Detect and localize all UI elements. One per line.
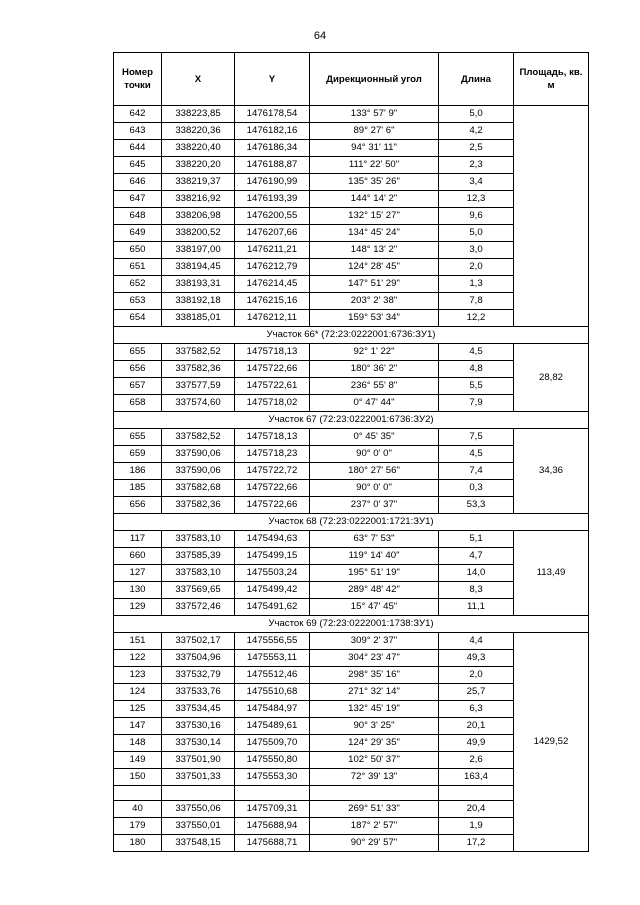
table-row [114,633,589,650]
point-number-cell: 650 [114,242,162,259]
point-number-cell: 656 [114,361,162,378]
length-cell: 5,5 [439,378,514,395]
x-cell: 337572,46 [162,599,235,616]
point-number-cell: 186 [114,463,162,480]
length-cell: 7,4 [439,463,514,480]
bearing-cell: 102° 50' 37" [310,752,439,769]
length-cell: 4,7 [439,548,514,565]
point-number-cell: 655 [114,344,162,361]
bearing-cell: 148° 13' 2" [310,242,439,259]
x-cell: 337532,79 [162,667,235,684]
y-cell: 1475499,42 [235,582,310,599]
x-cell: 338197,00 [162,242,235,259]
area-cell: 34,36 [514,429,589,514]
y-cell: 1476212,79 [235,259,310,276]
point-number-cell: 125 [114,701,162,718]
section-row [114,327,589,344]
y-cell: 1476211,21 [235,242,310,259]
point-number-cell: 130 [114,582,162,599]
bearing-cell: 180° 36' 2" [310,361,439,378]
y-cell: 1476193,39 [235,191,310,208]
point-number-cell: 657 [114,378,162,395]
x-cell: 337590,06 [162,463,235,480]
section-title: Участок 69 (72:23:0222001:1738:ЗУ1) [114,616,589,633]
x-cell: 337501,33 [162,769,235,786]
bearing-cell: 203° 2' 38" [310,293,439,310]
length-cell: 1,9 [439,818,514,835]
length-cell: 0,3 [439,480,514,497]
bearing-cell [310,786,439,801]
x-cell: 337533,76 [162,684,235,701]
y-cell: 1475510,68 [235,684,310,701]
point-number-cell [114,786,162,801]
table-row [114,344,589,361]
x-cell: 337530,16 [162,718,235,735]
x-cell: 337582,36 [162,497,235,514]
x-cell: 337548,15 [162,835,235,852]
point-number-cell: 643 [114,123,162,140]
bearing-cell: 304° 23' 47" [310,650,439,667]
bearing-cell: 63° 7' 53" [310,531,439,548]
area-cell: 1429,52 [514,633,589,852]
point-number-cell: 180 [114,835,162,852]
x-cell: 338185,01 [162,310,235,327]
y-cell: 1475499,15 [235,548,310,565]
section-title: Участок 66* (72:23:0222001:6736:ЗУ1) [114,327,589,344]
y-cell: 1475709,31 [235,801,310,818]
length-cell: 6,3 [439,701,514,718]
point-number-cell: 644 [114,140,162,157]
bearing-cell: 271° 32' 14" [310,684,439,701]
length-cell: 14,0 [439,565,514,582]
x-cell: 338219,37 [162,174,235,191]
bearing-cell: 132° 15' 27" [310,208,439,225]
bearing-cell: 92° 1' 22" [310,344,439,361]
bearing-cell: 89° 27' 6" [310,123,439,140]
x-cell: 337550,06 [162,801,235,818]
point-number-cell: 122 [114,650,162,667]
table-body [114,106,589,852]
point-number-cell: 127 [114,565,162,582]
bearing-cell: 72° 39' 13" [310,769,439,786]
point-number-cell: 123 [114,667,162,684]
header-y: Y [235,53,310,106]
point-number-cell: 652 [114,276,162,293]
point-number-cell: 148 [114,735,162,752]
point-number-cell: 117 [114,531,162,548]
length-cell: 163,4 [439,769,514,786]
y-cell: 1476212,11 [235,310,310,327]
bearing-cell: 94° 31' 11" [310,140,439,157]
length-cell [439,786,514,801]
length-cell: 20,1 [439,718,514,735]
y-cell: 1476200,55 [235,208,310,225]
length-cell: 4,2 [439,123,514,140]
length-cell: 17,2 [439,835,514,852]
y-cell: 1475553,11 [235,650,310,667]
y-cell: 1475718,23 [235,446,310,463]
bearing-cell: 187° 2' 57" [310,818,439,835]
x-cell: 338193,31 [162,276,235,293]
bearing-cell: 90° 0' 0" [310,446,439,463]
x-cell: 337585,39 [162,548,235,565]
y-cell: 1475503,24 [235,565,310,582]
y-cell: 1475718,13 [235,429,310,446]
bearing-cell: 269° 51' 33" [310,801,439,818]
y-cell: 1475718,02 [235,395,310,412]
bearing-cell: 289° 48' 42" [310,582,439,599]
length-cell: 5,0 [439,225,514,242]
length-cell: 5,1 [439,531,514,548]
area-cell: 28,82 [514,344,589,412]
y-cell: 1475688,94 [235,818,310,835]
x-cell: 338194,45 [162,259,235,276]
y-cell: 1475491,62 [235,599,310,616]
coordinates-table [113,52,589,852]
length-cell: 12,2 [439,310,514,327]
x-cell: 337504,96 [162,650,235,667]
bearing-cell: 237° 0' 37" [310,497,439,514]
y-cell: 1475556,55 [235,633,310,650]
header-x: X [162,53,235,106]
table-row [114,531,589,548]
y-cell: 1476188,87 [235,157,310,174]
bearing-cell: 180° 27' 56" [310,463,439,480]
y-cell: 1475722,66 [235,361,310,378]
length-cell: 4,5 [439,344,514,361]
x-cell: 337583,10 [162,565,235,582]
x-cell: 337550,01 [162,818,235,835]
y-cell: 1475718,13 [235,344,310,361]
x-cell: 338192,18 [162,293,235,310]
length-cell: 4,4 [439,633,514,650]
x-cell: 338206,98 [162,208,235,225]
length-cell: 25,7 [439,684,514,701]
length-cell: 5,0 [439,106,514,123]
y-cell: 1476186,34 [235,140,310,157]
point-number-cell: 645 [114,157,162,174]
x-cell: 337574,60 [162,395,235,412]
x-cell: 337582,52 [162,344,235,361]
length-cell: 1,3 [439,276,514,293]
y-cell: 1476215,16 [235,293,310,310]
header-point-number: Номер точки [114,53,162,106]
y-cell: 1475512,46 [235,667,310,684]
point-number-cell: 658 [114,395,162,412]
bearing-cell: 135° 35' 26" [310,174,439,191]
x-cell: 338220,40 [162,140,235,157]
y-cell: 1475489,61 [235,718,310,735]
point-number-cell: 647 [114,191,162,208]
x-cell: 337577,59 [162,378,235,395]
y-cell: 1475553,30 [235,769,310,786]
x-cell: 338200,52 [162,225,235,242]
point-number-cell: 656 [114,497,162,514]
length-cell: 2,6 [439,752,514,769]
length-cell: 49,3 [439,650,514,667]
bearing-cell: 147° 51' 29" [310,276,439,293]
header-area: Площадь, кв. м [514,53,589,106]
point-number-cell: 151 [114,633,162,650]
x-cell: 337582,36 [162,361,235,378]
x-cell: 338223,85 [162,106,235,123]
y-cell: 1475722,66 [235,497,310,514]
bearing-cell: 119° 14' 40" [310,548,439,565]
bearing-cell: 309° 2' 37" [310,633,439,650]
length-cell: 7,9 [439,395,514,412]
length-cell: 3,4 [439,174,514,191]
length-cell: 3,0 [439,242,514,259]
x-cell: 337530,14 [162,735,235,752]
bearing-cell: 124° 28' 45" [310,259,439,276]
bearing-cell: 195° 51' 19" [310,565,439,582]
point-number-cell: 147 [114,718,162,735]
x-cell: 337534,45 [162,701,235,718]
point-number-cell: 660 [114,548,162,565]
point-number-cell: 653 [114,293,162,310]
section-title: Участок 68 (72:23:0222001:1721:ЗУ1) [114,514,589,531]
length-cell: 9,6 [439,208,514,225]
bearing-cell: 298° 35' 16" [310,667,439,684]
x-cell: 338220,36 [162,123,235,140]
point-number-cell: 129 [114,599,162,616]
y-cell: 1476178,54 [235,106,310,123]
section-row [114,616,589,633]
y-cell [235,786,310,801]
bearing-cell: 144° 14' 2" [310,191,439,208]
y-cell: 1475509,70 [235,735,310,752]
point-number-cell: 654 [114,310,162,327]
section-row [114,514,589,531]
y-cell: 1475688,71 [235,835,310,852]
length-cell: 12,3 [439,191,514,208]
length-cell: 20,4 [439,801,514,818]
y-cell: 1475722,61 [235,378,310,395]
bearing-cell: 15° 47' 45" [310,599,439,616]
point-number-cell: 648 [114,208,162,225]
header-row [114,53,589,106]
length-cell: 4,8 [439,361,514,378]
table-row [114,106,589,123]
x-cell: 337502,17 [162,633,235,650]
section-title: Участок 67 (72:23:0222001:6736:ЗУ2) [114,412,589,429]
x-cell: 337569,65 [162,582,235,599]
bearing-cell: 134° 45' 24" [310,225,439,242]
bearing-cell: 236° 55' 8" [310,378,439,395]
point-number-cell: 649 [114,225,162,242]
x-cell [162,786,235,801]
point-number-cell: 149 [114,752,162,769]
length-cell: 2,5 [439,140,514,157]
point-number-cell: 124 [114,684,162,701]
point-number-cell: 185 [114,480,162,497]
area-cell: 113,49 [514,531,589,616]
x-cell: 337582,52 [162,429,235,446]
header-bearing: Дирекционный угол [310,53,439,106]
bearing-cell: 133° 57' 9" [310,106,439,123]
length-cell: 8,3 [439,582,514,599]
x-cell: 337501,90 [162,752,235,769]
y-cell: 1476207,66 [235,225,310,242]
y-cell: 1475484,97 [235,701,310,718]
section-row [114,412,589,429]
x-cell: 338220,20 [162,157,235,174]
area-cell [514,106,589,327]
point-number-cell: 40 [114,801,162,818]
bearing-cell: 124° 29' 35" [310,735,439,752]
length-cell: 7,5 [439,429,514,446]
point-number-cell: 642 [114,106,162,123]
y-cell: 1475722,72 [235,463,310,480]
y-cell: 1476182,16 [235,123,310,140]
length-cell: 49,9 [439,735,514,752]
length-cell: 4,5 [439,446,514,463]
x-cell: 337583,10 [162,531,235,548]
point-number-cell: 659 [114,446,162,463]
x-cell: 338216,92 [162,191,235,208]
header-length: Длина [439,53,514,106]
length-cell: 11,1 [439,599,514,616]
table-row [114,429,589,446]
bearing-cell: 90° 29' 57" [310,835,439,852]
bearing-cell: 90° 3' 25" [310,718,439,735]
bearing-cell: 111° 22' 50" [310,157,439,174]
point-number-cell: 651 [114,259,162,276]
x-cell: 337590,06 [162,446,235,463]
bearing-cell: 159° 53' 34" [310,310,439,327]
x-cell: 337582,68 [162,480,235,497]
y-cell: 1475494,63 [235,531,310,548]
length-cell: 53,3 [439,497,514,514]
y-cell: 1476190,99 [235,174,310,191]
point-number-cell: 646 [114,174,162,191]
y-cell: 1475550,80 [235,752,310,769]
bearing-cell: 0° 45' 35" [310,429,439,446]
point-number-cell: 179 [114,818,162,835]
length-cell: 2,0 [439,259,514,276]
page-number: 64 [313,30,327,42]
bearing-cell: 0° 47' 44" [310,395,439,412]
y-cell: 1476214,45 [235,276,310,293]
point-number-cell: 150 [114,769,162,786]
bearing-cell: 132° 45' 19" [310,701,439,718]
length-cell: 2,3 [439,157,514,174]
y-cell: 1475722,66 [235,480,310,497]
point-number-cell: 655 [114,429,162,446]
length-cell: 2,0 [439,667,514,684]
length-cell: 7,8 [439,293,514,310]
bearing-cell: 90° 0' 0" [310,480,439,497]
